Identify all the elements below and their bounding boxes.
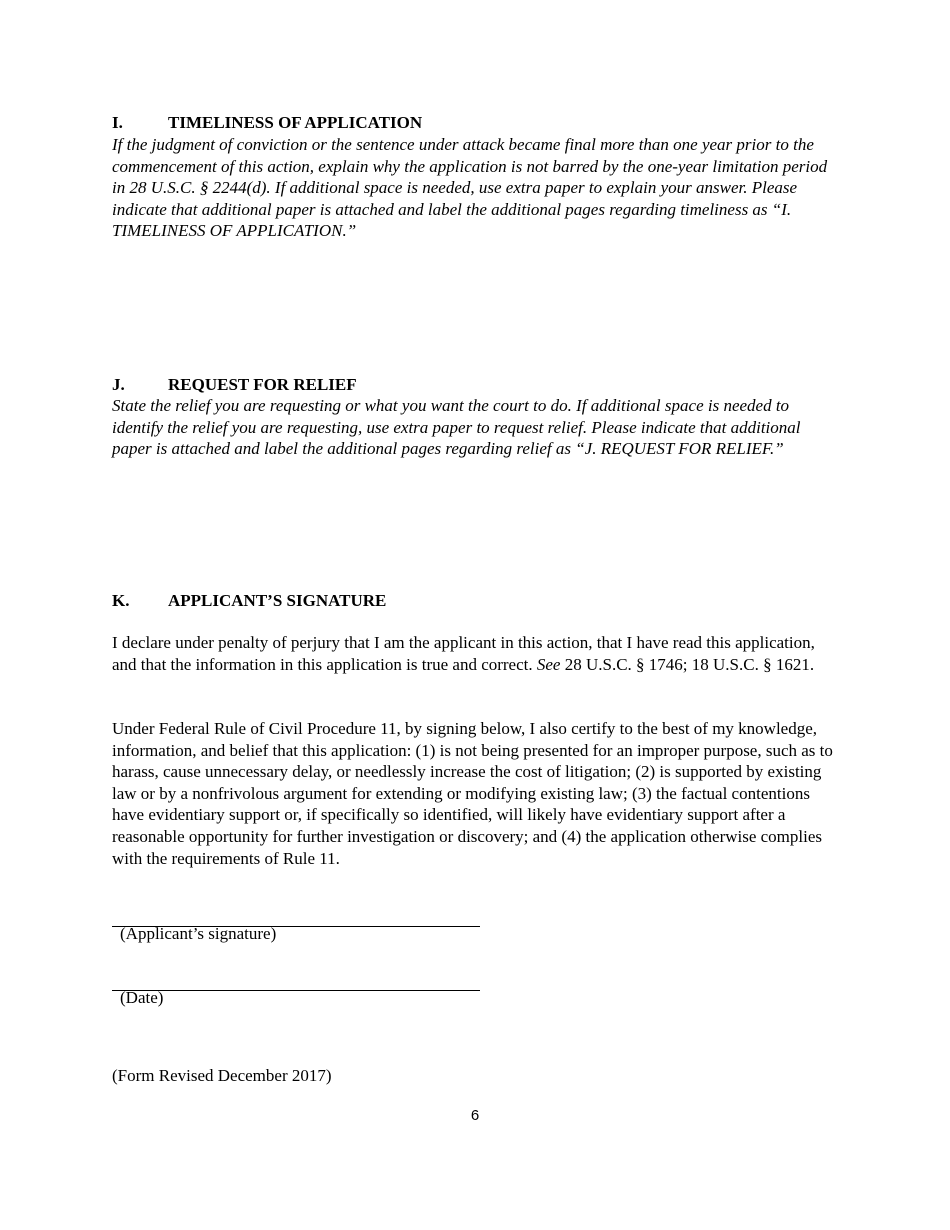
section-j-heading <box>112 374 357 396</box>
section-j-instructions: State the relief you are requesting or what you want the court to do. If additional space is needed to identify the relief you are requesting, use extra paper to request relief. Please indicate that additional paper is attached and label the additional pages regarding relief as “J. REQUEST FOR RELIEF.” <box>112 396 801 459</box>
rule11-paragraph: Under Federal Rule of Civil Procedure 11, by signing below, I also certify to the best of my knowledge, information, and belief that this application: (1) is not being presented for an improper purpose, such as to harass, cause unnecessary delay, or needlessly increase the cost of litigation; (2) is supported by existing law or by a nonfrivolous argument for extending or modifying existing law; (3) the factual contentions have evidentiary support or, if specifically so identified, will likely have evidentiary support after a reasonable opportunity for further investigation or discovery; and (4) the application otherwise complies with the requirements of Rule 11. <box>112 719 833 868</box>
date-label: (Date) <box>120 988 164 1007</box>
section-j-letter: J. <box>112 375 125 394</box>
declaration-see: See <box>536 654 561 674</box>
section-j-title: REQUEST FOR RELIEF <box>168 375 357 394</box>
page-number: 6 <box>470 1107 480 1124</box>
declaration-paragraph <box>112 632 842 675</box>
section-i-title: TIMELINESS OF APPLICATION <box>168 113 423 132</box>
declaration-text: I declare under penalty of perjury that I am the applicant in this action, that I have read this application, and that the information in this application is true and correct. <box>112 633 815 674</box>
section-k-letter: K. <box>112 591 130 610</box>
date-line[interactable] <box>112 990 480 991</box>
declaration-citation: 28 U.S.C. § 1746; 18 U.S.C. § 1621. <box>560 654 815 674</box>
section-i-letter: I. <box>112 113 123 132</box>
section-k-heading <box>112 590 386 612</box>
section-k-title: APPLICANT’S SIGNATURE <box>168 591 387 610</box>
form-revised-note: (Form Revised December 2017) <box>112 1066 332 1085</box>
section-i-heading <box>112 112 422 134</box>
section-i-instructions: If the judgment of conviction or the sentence under attack became final more than one year prior to the commencement of this action, explain why the application is not barred by the one-year limitation period in 28 U.S.C. § 2244(d). If additional space is needed, use extra paper to explain your answer. Please indicate that additional paper is attached and label the additional pages regarding timeliness as “I. TIMELINESS OF APPLICATION.” <box>112 135 828 241</box>
applicant-signature-label: (Applicant’s signature) <box>120 924 277 943</box>
